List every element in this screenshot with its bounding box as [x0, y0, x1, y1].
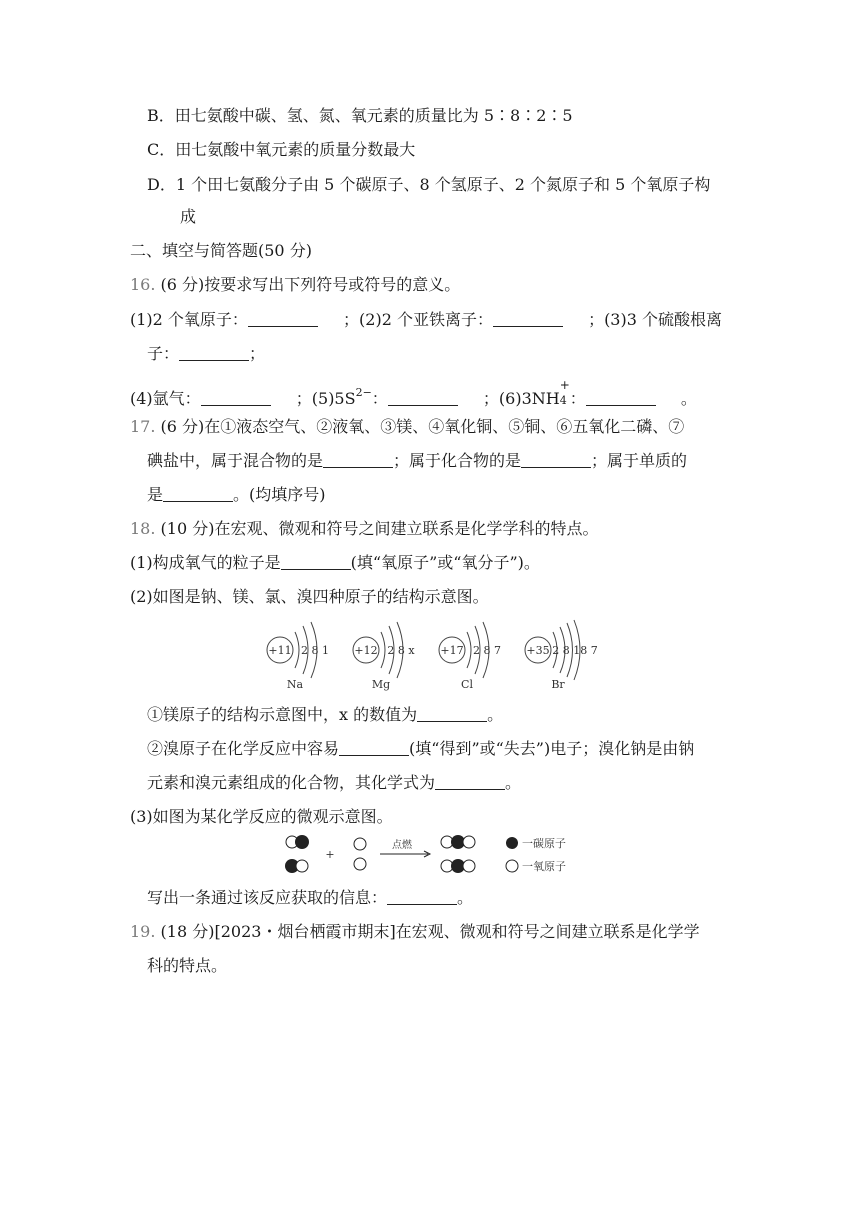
atom-structure-diagram: [255, 618, 605, 694]
q16-row3: [130, 378, 697, 410]
reactant-o2-molecule: [354, 838, 366, 870]
q18-sub1: [147, 704, 503, 726]
answer-blank[interactable]: [248, 310, 318, 327]
q17-text: 是: [147, 485, 164, 504]
question-number: 19.: [130, 922, 156, 941]
q17-row2: [147, 450, 687, 472]
q16-part5: ；(5)5S: [295, 389, 356, 408]
q18-part1: [130, 552, 540, 574]
option-c: C．田七氨酸中氧元素的质量分数最大: [147, 140, 416, 159]
answer-blank[interactable]: [586, 389, 656, 406]
q16-part2: ；(2)2 个亚铁离子：: [343, 310, 493, 329]
question-text: (10 分)在宏观、微观和符号之间建立联系是化学学科的特点。: [160, 519, 599, 538]
atom-mg: [353, 622, 415, 691]
question-number: 17.: [130, 417, 156, 436]
q18-sub3: [147, 887, 473, 909]
q18-text: ②溴原子在化学反应中容易: [147, 739, 340, 758]
punct: 。: [680, 389, 697, 408]
svg-text:+35: +35: [526, 644, 550, 657]
punct: ：: [371, 389, 388, 408]
section-title: 二、填空与简答题(50 分): [130, 241, 312, 260]
reaction-diagram: [280, 830, 590, 880]
q16-part6: ；(6)3NH: [482, 389, 560, 408]
q18-sub2-cont: [147, 772, 521, 794]
svg-text:点燃: 点燃: [392, 840, 412, 851]
answer-blank[interactable]: [163, 485, 233, 502]
q18-part3: (3)如图为某化学反应的微观示意图。: [130, 807, 393, 826]
question-17: [130, 416, 684, 438]
svg-text:2 8 18 7: 2 8 18 7: [552, 644, 598, 657]
product-co2-molecules: [441, 835, 475, 873]
q19-cont: 科的特点。: [147, 956, 228, 975]
svg-text:一氧原子: 一氧原子: [522, 860, 566, 873]
reactant-co-molecules: [285, 835, 309, 873]
answer-blank[interactable]: [521, 451, 591, 468]
reaction-arrow: [380, 838, 430, 857]
q17-row3: [147, 484, 326, 506]
q18-part2: (2)如图是钠、镁、氯、溴四种原子的结构示意图。: [130, 587, 489, 606]
svg-text:Br: Br: [551, 678, 565, 691]
atom-br: [525, 620, 598, 691]
punct: 。: [457, 888, 474, 907]
answer-blank[interactable]: [179, 344, 249, 361]
punct: ；: [249, 344, 266, 363]
answer-blank[interactable]: [493, 310, 563, 327]
q18-text: ①镁原子的结构示意图中，x 的数值为: [147, 705, 418, 724]
answer-blank[interactable]: [339, 739, 409, 756]
svg-text:2 8 x: 2 8 x: [387, 644, 415, 657]
question-number: 16.: [130, 275, 156, 294]
answer-blank[interactable]: [201, 389, 271, 406]
option-d-cont: 成: [180, 207, 197, 226]
atom-cl: [439, 622, 501, 691]
answer-blank[interactable]: [281, 553, 351, 570]
charge-superscript: +: [559, 378, 570, 392]
q17-text: 碘盐中，属于混合物的是: [147, 451, 324, 470]
q16-row2: [147, 343, 265, 365]
nh4-scripts: [559, 378, 570, 407]
svg-text:Mg: Mg: [371, 678, 391, 691]
question-text: (6 分)按要求写出下列符号或符号的意义。: [160, 275, 461, 294]
punct: 。: [505, 773, 522, 792]
q17-text: ；属于化合物的是: [393, 451, 522, 470]
answer-blank[interactable]: [435, 773, 505, 790]
question-18: [130, 518, 598, 540]
q16-part4: (4)氩气：: [130, 389, 201, 408]
q17-text: ；属于单质的: [591, 451, 688, 470]
answer-blank[interactable]: [323, 451, 393, 468]
svg-text:Na: Na: [286, 678, 304, 691]
answer-blank[interactable]: [417, 705, 487, 722]
q18-text: 元素和溴元素组成的化合物，其化学式为: [147, 773, 436, 792]
question-text: (6 分)在①液态空气、②液氧、③镁、④氧化铜、⑤铜、⑥五氧化二磷、⑦: [160, 417, 685, 436]
svg-text:2 8 7: 2 8 7: [473, 644, 501, 657]
svg-text:Cl: Cl: [461, 678, 473, 691]
question-number: 18.: [130, 519, 156, 538]
q18-text: (1)构成氧气的粒子是: [130, 553, 281, 572]
option-d: D．1 个田七氨酸分子由 5 个碳原子、8 个氢原子、2 个氮原子和 5 个氧原子构: [147, 175, 711, 194]
plus-sign: +: [325, 848, 335, 861]
q16-part1: (1)2 个氧原子：: [130, 310, 248, 329]
svg-text:一碳原子: 一碳原子: [522, 837, 566, 850]
punct: ：: [569, 389, 586, 408]
q18-text: (填“得到”或“失去”)电子；溴化钠是由钠: [409, 739, 695, 758]
atom-na: [267, 622, 329, 691]
q16-row1: [130, 309, 722, 331]
svg-text:2 8 1: 2 8 1: [301, 644, 329, 657]
question-text: (18 分)[2023・烟台栖霞市期末]在宏观、微观和符号之间建立联系是化学学: [160, 922, 700, 941]
question-16: [130, 274, 460, 296]
answer-blank[interactable]: [387, 888, 457, 905]
svg-text:+17: +17: [440, 644, 464, 657]
q16-part3-cont: 子：: [147, 344, 180, 363]
q18-text: 写出一条通过该反应获取的信息：: [147, 888, 388, 907]
option-b: B．田七氨酸中碳、氢、氮、氧元素的质量比为 5∶8∶2∶5: [147, 106, 573, 125]
question-19: [130, 921, 700, 943]
charge-superscript: 2−: [355, 386, 372, 399]
q18-text: (填“氧原子”或“氧分子”)。: [350, 553, 540, 572]
punct: 。: [487, 705, 504, 724]
q17-text: 。(均填序号): [233, 485, 326, 504]
legend: [506, 836, 566, 873]
answer-blank[interactable]: [388, 389, 458, 406]
subscript: 4: [559, 394, 567, 407]
svg-text:+12: +12: [354, 644, 378, 657]
svg-text:+11: +11: [268, 644, 292, 657]
q16-part3: ；(3)3 个硫酸根离: [588, 310, 722, 329]
q18-sub2: [147, 738, 694, 760]
